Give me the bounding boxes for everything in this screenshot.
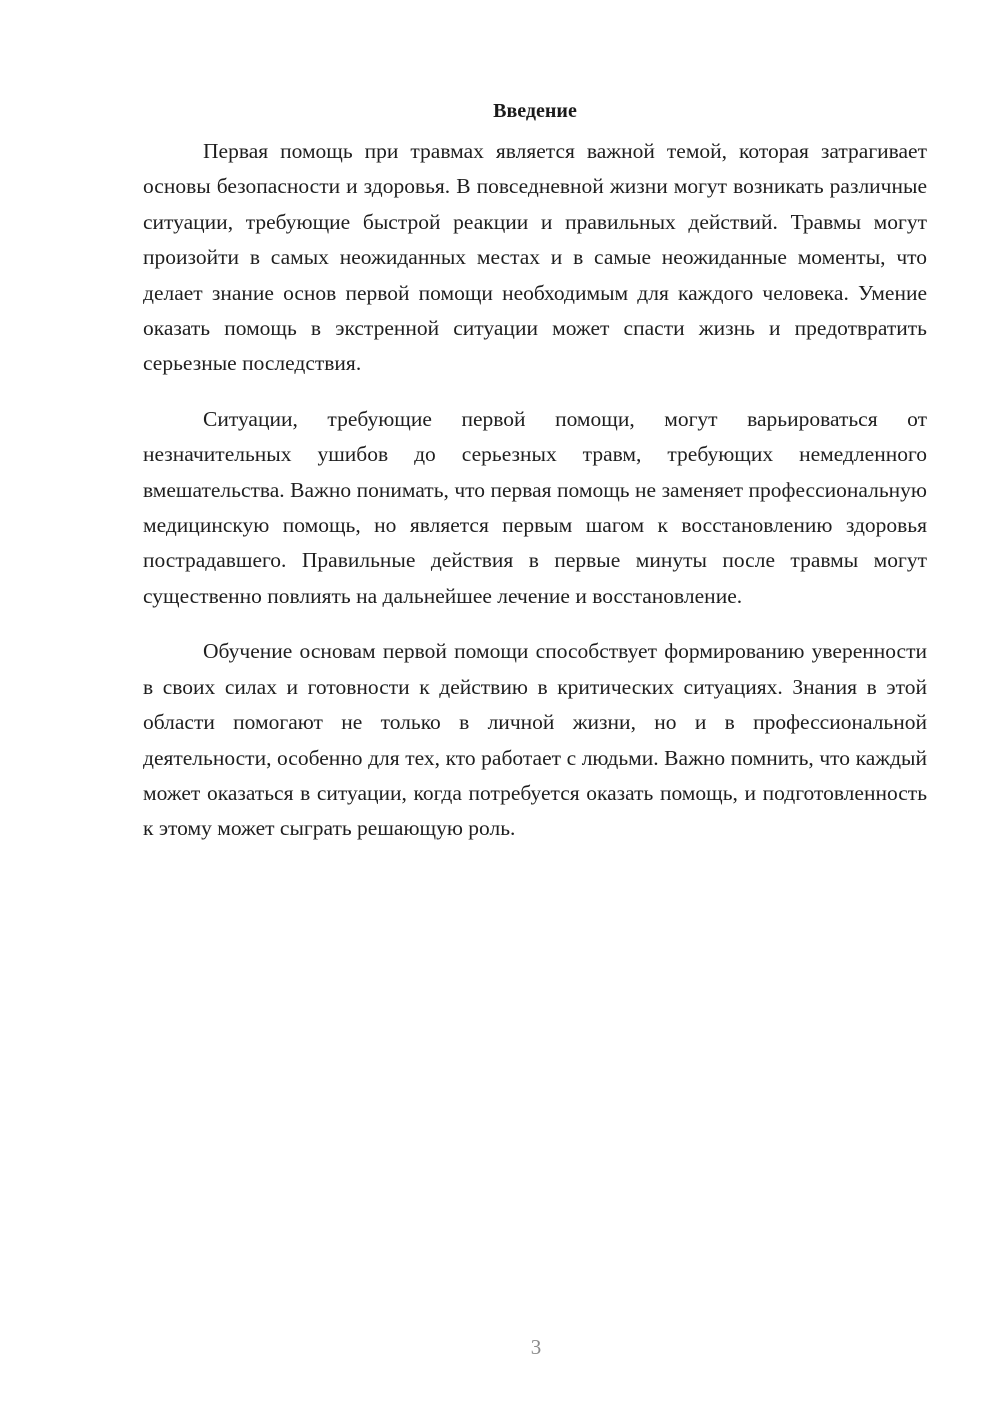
paragraph-2: Ситуации, требующие первой помощи, могут варьироваться от незначительных ушибов до серьезных травм, требующих немедленного вмешательства. Важно понимать, что первая помощь не заменяет профессиональную медицинскую помощь, но является первым шагом к восстановлению здоровья пострадавшего. Правильные действия в первые минуты после травмы могут существенно повлиять на дальнейшее лечение и восстановление. xyxy=(143,406,927,608)
page-number: 3 xyxy=(530,1335,542,1359)
paragraph-1: Первая помощь при травмах является важной темой, которая затрагивает основы безопасности и здоровья. В повседневной жизни могут возникать различные ситуации, требующие быстрой реакции и правильных действий. Травмы могут произойти в самых неожиданных местах и в самые неожиданные моменты, что делает знание основ первой помощи необходимым для каждого человека. Умение оказать помощь в экстренной ситуации может спасти жизнь и предотвратить серьезные последствия. xyxy=(143,139,927,376)
section-title: Введение xyxy=(493,100,577,122)
page-content xyxy=(143,96,927,867)
paragraph-3: Обучение основам первой помощи способствует формированию уверенности в своих силах и готовности к действию в критических ситуациях. Знания в этой области помогают не только в личной жизни, но и в профессиональной деятельности, особенно для тех, кто работает с людьми. Важно помнить, что каждый может оказаться в ситуации, когда потребуется оказать помощь, и подготовленность к этому может сыграть решающую роль. xyxy=(143,639,927,841)
